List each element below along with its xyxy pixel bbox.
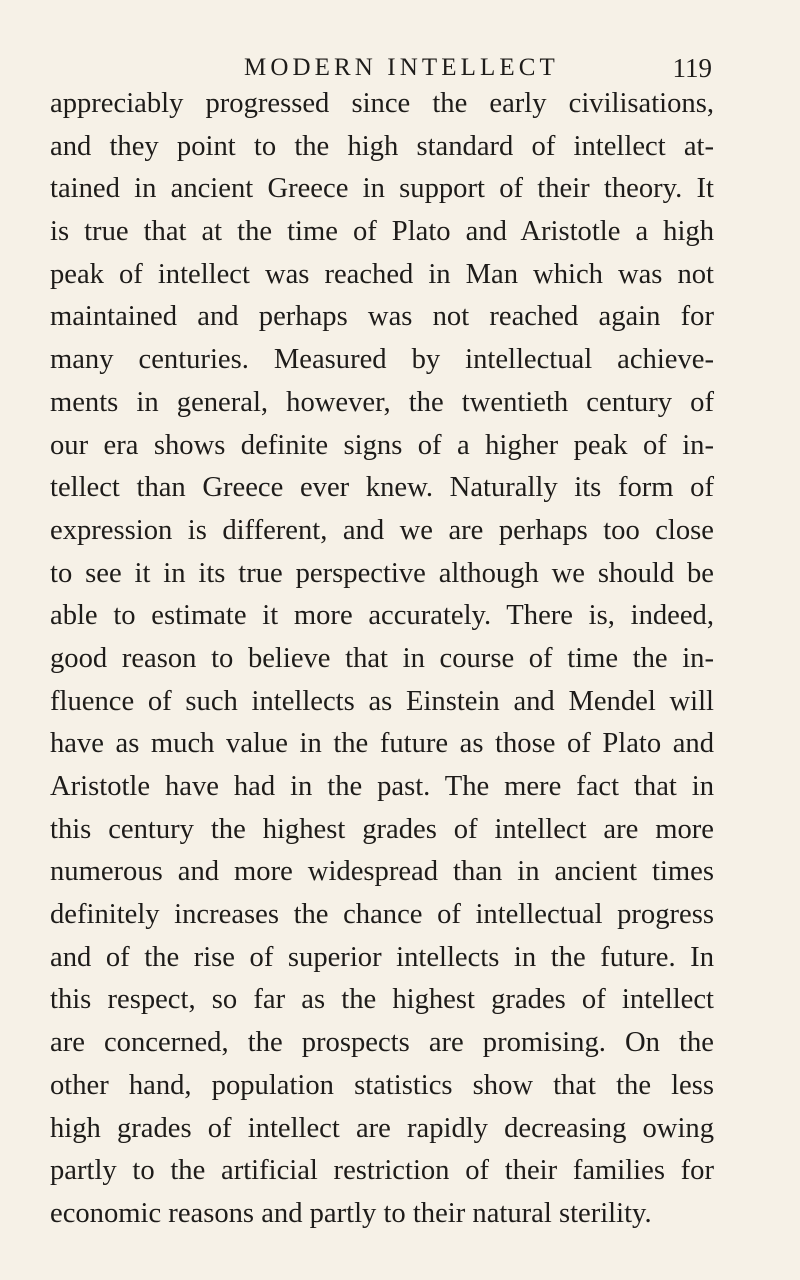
text-line: have as much value in the future as those of Plato and <box>50 728 714 760</box>
body-text <box>50 83 714 1236</box>
text-line: many centuries. Measured by intellectual achieve- <box>50 344 714 376</box>
text-line: economic reasons and partly to their natural sterility. <box>50 1197 652 1229</box>
text-line: our era shows definite signs of a higher peak of in- <box>50 429 714 461</box>
text-line: Aristotle have had in the past. The mere fact that in <box>50 771 714 802</box>
text-line: tained in ancient Greece in support of their theory. It <box>50 173 714 205</box>
text-line: is true that at the time of Plato and Aristotle a high <box>50 216 714 248</box>
text-line: high grades of intellect are rapidly decreasing owing <box>50 1112 714 1144</box>
running-head <box>244 48 712 88</box>
text-line: able to estimate it more accurately. There is, indeed, <box>50 600 714 632</box>
text-line: maintained and perhaps was not reached again for <box>50 301 714 333</box>
text-line: to see it in its true perspective although we should be <box>50 557 714 589</box>
text-line: expression is different, and we are perhaps too close <box>50 514 714 546</box>
text-line: and they point to the high standard of intellect at- <box>50 130 714 162</box>
text-line: appreciably progressed since the early civilisations, <box>50 88 714 119</box>
text-line: this century the highest grades of intellect are more <box>50 813 714 845</box>
page-number: 119 <box>672 53 712 83</box>
text-line: definitely increases the chance of intellectual progress <box>50 899 714 931</box>
text-line: this respect, so far as the highest grades of intellect <box>50 984 714 1016</box>
text-line: partly to the artificial restriction of their families for <box>50 1155 714 1187</box>
text-line: good reason to believe that in course of time the in- <box>50 642 714 674</box>
text-line: ments in general, however, the twentieth century of <box>50 386 714 418</box>
text-line: other hand, population statistics show that the less <box>50 1069 714 1101</box>
text-line: are concerned, the prospects are promising. On the <box>50 1027 714 1059</box>
text-line: and of the rise of superior intellects in the future. In <box>50 941 714 973</box>
text-line: tellect than Greece ever knew. Naturally its form of <box>50 472 714 504</box>
text-line: numerous and more widespread than in ancient times <box>50 856 714 888</box>
running-title: MODERN INTELLECT <box>244 54 559 81</box>
text-line: fluence of such intellects as Einstein and Mendel will <box>50 685 714 717</box>
text-line: peak of intellect was reached in Man which was not <box>50 258 714 290</box>
